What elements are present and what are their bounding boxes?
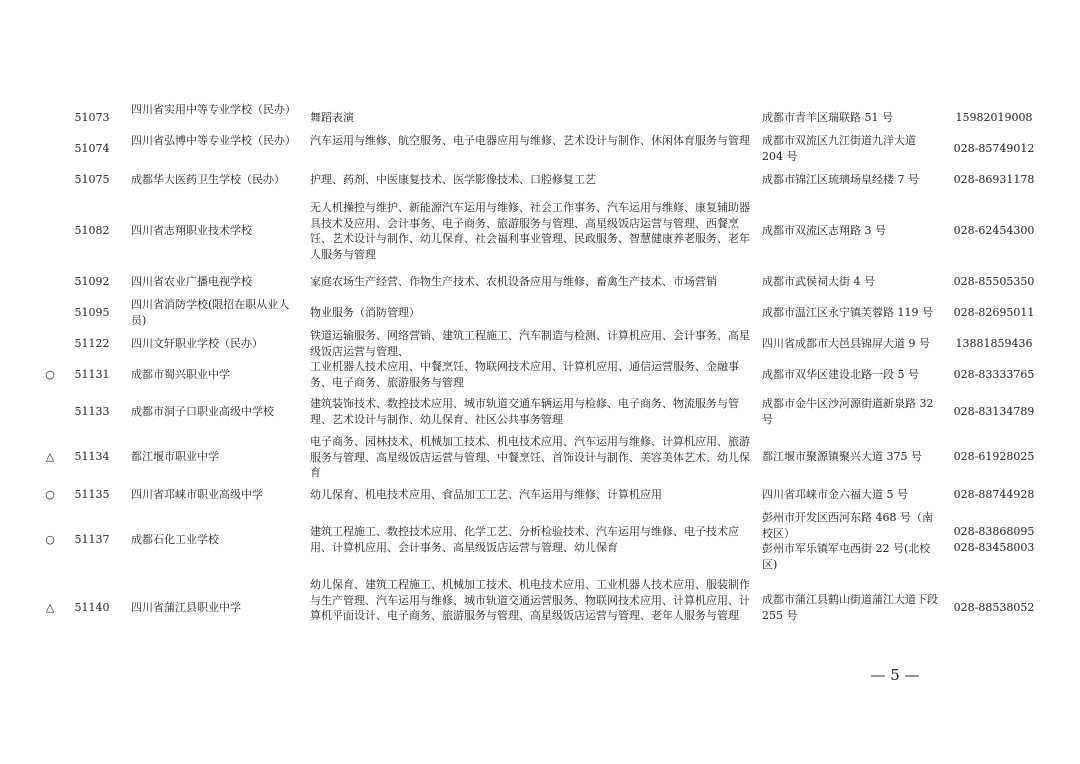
school-name: 四川文轩职业学校（民办）	[131, 337, 263, 350]
majors: 护理、药剂、中医康复技术、医学影像技术、口腔修复工艺	[310, 173, 596, 186]
majors: 铁道运输服务、网络营销、建筑工程施工、汽车制造与检测、计算机应用、会计事务、高星级饭店运营与管理、	[310, 329, 750, 358]
address: 成都市蒲江县鹤山街道蒲江大道下段 255 号	[762, 593, 938, 622]
row-mark: △	[45, 601, 55, 614]
school-code: 51074	[74, 142, 110, 155]
phone: 028-88538052	[953, 601, 1035, 614]
school-name: 成都市蜀兴职业中学	[131, 368, 230, 381]
address: 四川省邛崃市金六福大道 5 号	[762, 488, 908, 501]
phone: 028-61928025	[953, 450, 1035, 463]
majors: 幼儿保育、建筑工程施工、机械加工技术、机电技术应用、工业机器人技术应用、服装制作与生产管理、汽车运用与维修、城市轨道交通运营服务、物联网技术应用、计算机应用、计算机平面设计、电子商务、旅游服务与管理、高星级饭店运营与管理、老年人服务与管理	[310, 578, 750, 622]
majors: 物业服务（消防管理）	[310, 306, 420, 319]
phone	[944, 524, 1044, 555]
school-name: 四川省蒲江县职业中学	[131, 601, 241, 614]
school-name: 成都市洞子口职业高级中学校	[131, 405, 274, 418]
school-code: 51073	[74, 111, 110, 124]
school-name: 四川省农业广播电视学校	[131, 275, 252, 288]
phone: 028-88744928	[953, 488, 1035, 501]
phone: 028-85749012	[953, 142, 1035, 155]
phone-north: 028-83458003	[953, 540, 1035, 554]
majors: 建筑工程施工、数控技术应用、化学工艺、分析检验技术、汽车运用与维修、电子技术应用、计算机应用、会计事务、高星级饭店运营与管理、幼儿保育	[310, 525, 739, 554]
school-code: 51134	[74, 450, 110, 463]
address: 成都市双流区九江街道九洋大道 204 号	[762, 134, 916, 163]
address: 成都市温江区永宁镇芙蓉路 119 号	[762, 306, 933, 319]
school-code: 51075	[74, 173, 110, 186]
row-mark: ○	[45, 368, 55, 381]
phone: 028-62454300	[953, 224, 1035, 237]
majors: 工业机器人技术应用、中餐烹饪、物联网技术应用、计算机应用、通信运营服务、金融事务、电子商务、旅游服务与管理	[310, 360, 739, 389]
address: 成都市金牛区沙河源街道新泉路 32 号	[762, 397, 934, 426]
school-name: 成都石化工业学校	[131, 533, 219, 546]
school-name: 成都华大医药卫生学校（民办）	[131, 173, 285, 186]
school-code: 51133	[74, 405, 110, 418]
school-code: 51092	[74, 275, 110, 288]
phone: 15982019008	[955, 111, 1033, 124]
phone: 028-82695011	[953, 306, 1035, 319]
address: 成都市双流区志翔路 3 号	[762, 224, 886, 237]
phone: 028-83333765	[953, 368, 1035, 381]
address-north-campus: 彭州市军乐镇军屯西街 22 号(北校区)	[762, 542, 931, 571]
majors: 舞蹈表演	[310, 111, 354, 124]
school-name: 四川省弘博中等专业学校（民办）	[131, 134, 296, 147]
address	[762, 510, 940, 572]
school-name: 四川省实用中等专业学校（民办）	[131, 103, 296, 116]
address: 成都市武侯祠大街 4 号	[762, 275, 875, 288]
majors: 汽车运用与维修、航空服务、电子电器应用与维修、艺术设计与制作、休闲体育服务与管理	[310, 134, 750, 147]
majors: 无人机操控与维护、新能源汽车运用与维修、社会工作事务、汽车运用与维修、康复辅助器具技术及应用、会计事务、电子商务、旅游服务与管理、高星级饭店运营与管理、西餐烹饪、艺术设计与制作、幼儿保育、社会福利事业管理、民政服务、智慧健康养老服务、老年人服务与管理	[310, 201, 750, 261]
phone: 028-85505350	[953, 275, 1035, 288]
school-code: 51140	[74, 601, 110, 614]
majors: 幼儿保育、机电技术应用、食品加工工艺、汽车运用与维修、计算机应用	[310, 488, 662, 501]
page-number: — 5 —	[870, 666, 920, 684]
majors: 电子商务、园林技术、机械加工技术、机电技术应用、汽车运用与维修、计算机应用、旅游服务与管理、高星级饭店运营与管理、中餐烹饪、首饰设计与制作、美容美体艺术、幼儿保育	[310, 435, 750, 479]
school-code: 51095	[74, 306, 110, 319]
majors: 建筑装饰技术、数控技术应用、城市轨道交通车辆运用与检修、电子商务、物流服务与管理、艺术设计与制作、幼儿保育、社区公共事务管理	[310, 397, 739, 426]
phone: 028-86931178	[953, 173, 1035, 186]
school-name: 四川省消防学校(限招在职从业人员)	[131, 298, 290, 327]
school-code: 51082	[74, 224, 110, 237]
address: 成都市青羊区瑞联路 51 号	[762, 111, 893, 124]
school-name: 都江堰市职业中学	[131, 450, 219, 463]
row-mark: ○	[45, 533, 55, 546]
row-mark: ○	[45, 488, 55, 501]
phone: 028-83134789	[953, 405, 1035, 418]
school-code: 51137	[74, 533, 110, 546]
phone: 13881859436	[955, 337, 1033, 350]
address-south-campus: 彭州市开发区西河东路 468 号（南校区）	[762, 511, 933, 540]
address: 都江堰市聚源镇聚兴大道 375 号	[762, 450, 922, 463]
address: 四川省成都市大邑县锦屏大道 9 号	[762, 337, 930, 350]
address: 成都市双华区建设北路一段 5 号	[762, 368, 919, 381]
school-name: 四川省志翔职业技术学校	[131, 224, 252, 237]
school-code: 51135	[74, 488, 110, 501]
row-mark: △	[45, 450, 55, 463]
majors: 家庭农场生产经营、作物生产技术、农机设备应用与维修、畜禽生产技术、市场营销	[310, 275, 717, 288]
school-code: 51131	[74, 368, 110, 381]
address: 成都市锦江区琉璃场皇经楼 7 号	[762, 173, 919, 186]
school-code: 51122	[74, 337, 110, 350]
school-name: 四川省邛崃市职业高级中学	[131, 488, 263, 501]
phone-south: 028-83868095	[953, 525, 1035, 538]
